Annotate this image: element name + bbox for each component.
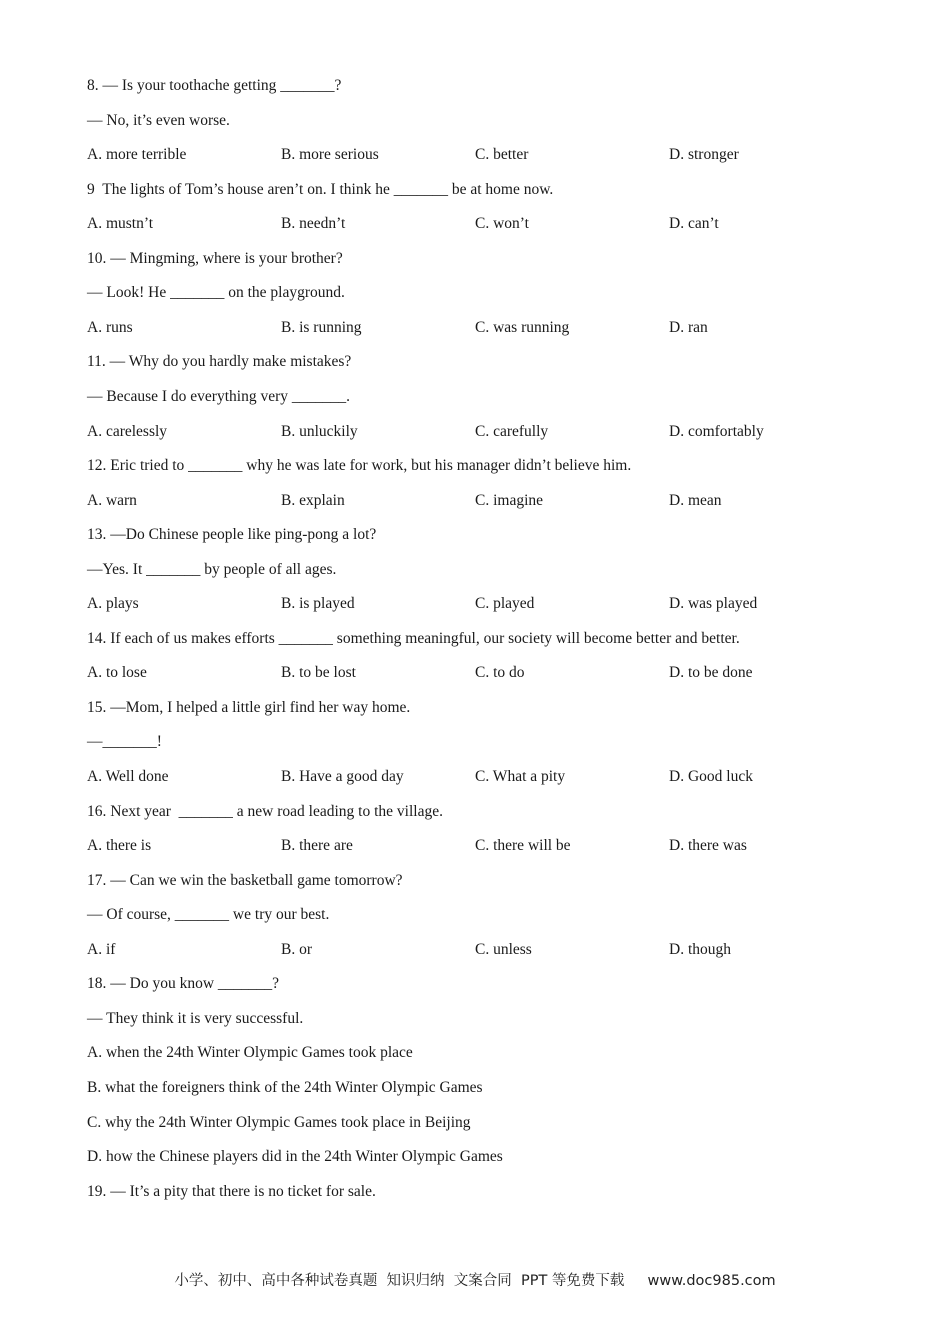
option-b: B. there are	[281, 837, 353, 854]
option-d: D. was played	[669, 595, 758, 612]
option-a: A. warn	[87, 492, 137, 509]
option-c: C. better	[475, 146, 529, 163]
option-a: A. there is	[87, 837, 152, 854]
option-b: B. explain	[281, 492, 345, 509]
question-11-reply: — Because I do everything very _______.	[87, 388, 351, 405]
question-8-reply: — No, it’s even worse.	[87, 112, 230, 129]
option-a: A. more terrible	[87, 146, 187, 163]
option-d: D. mean	[669, 492, 722, 509]
option-a: A. carelessly	[87, 423, 168, 440]
question-17-reply: — Of course, _______ we try our best.	[87, 906, 330, 923]
option-c: C. there will be	[475, 837, 571, 854]
question-18-option-b: B. what the foreigners think of the 24th Winter Olympic Games	[87, 1079, 483, 1096]
option-b: B. unluckily	[281, 423, 358, 440]
question-19-text: 19. — It’s a pity that there is no ticket for sale.	[87, 1183, 376, 1200]
option-a: A. runs	[87, 319, 133, 336]
question-10-text: 10. — Mingming, where is your brother?	[87, 250, 343, 267]
question-9-text: 9 The lights of Tom’s house aren’t on. I think he _______ be at home now.	[87, 181, 554, 198]
page-footer	[0, 1269, 950, 1290]
option-c: C. won’t	[475, 215, 529, 232]
option-b: B. is running	[281, 319, 362, 336]
option-c: C. What a pity	[475, 768, 566, 785]
option-b: B. Have a good day	[281, 768, 404, 785]
option-d: D. stronger	[669, 146, 739, 163]
option-b: B. or	[281, 941, 312, 958]
question-17-text: 17. — Can we win the basketball game tomorrow?	[87, 872, 403, 889]
question-12-text: 12. Eric tried to _______ why he was late for work, but his manager didn’t believe him.	[87, 457, 632, 474]
question-18-option-c: C. why the 24th Winter Olympic Games took place in Beijing	[87, 1114, 471, 1131]
question-18-text: 18. — Do you know _______?	[87, 975, 280, 992]
question-16-text: 16. Next year _______ a new road leading to the village.	[87, 803, 443, 820]
option-c: C. was running	[475, 319, 570, 336]
footer-text: 小学、初中、高中各种试卷真题 知识归纳 文案合同 PPT 等免费下载	[174, 1273, 625, 1289]
option-c: C. carefully	[475, 423, 549, 440]
option-d: D. comfortably	[669, 423, 764, 440]
option-b: B. is played	[281, 595, 355, 612]
option-b: B. to be lost	[281, 664, 356, 681]
option-d: D. though	[669, 941, 731, 958]
question-8-text: 8. — Is your toothache getting _______?	[87, 77, 342, 94]
question-11-text: 11. — Why do you hardly make mistakes?	[87, 353, 352, 370]
option-c: C. unless	[475, 941, 532, 958]
option-d: D. ran	[669, 319, 708, 336]
option-b: B. more serious	[281, 146, 379, 163]
question-18-option-a: A. when the 24th Winter Olympic Games took place	[87, 1044, 413, 1061]
question-18-reply: — They think it is very successful.	[87, 1010, 304, 1027]
option-c: C. imagine	[475, 492, 544, 509]
option-a: A. Well done	[87, 768, 169, 785]
question-13-text: 13. —Do Chinese people like ping-pong a lot?	[87, 526, 377, 543]
question-18-option-d: D. how the Chinese players did in the 24th Winter Olympic Games	[87, 1148, 503, 1165]
option-b: B. needn’t	[281, 215, 346, 232]
question-14-text: 14. If each of us makes efforts _______ something meaningful, our society will become better and better.	[87, 630, 740, 647]
option-d: D. to be done	[669, 664, 753, 681]
question-10-reply: — Look! He _______ on the playground.	[87, 284, 345, 301]
option-a: A. to lose	[87, 664, 147, 681]
option-d: D. there was	[669, 837, 747, 854]
option-a: A. if	[87, 941, 116, 958]
option-d: D. can’t	[669, 215, 719, 232]
option-c: C. to do	[475, 664, 525, 681]
footer-url[interactable]: www.doc985.com	[647, 1273, 776, 1289]
question-15-text: 15. —Mom, I helped a little girl find her way home.	[87, 699, 411, 716]
option-d: D. Good luck	[669, 768, 753, 785]
option-c: C. played	[475, 595, 535, 612]
option-a: A. plays	[87, 595, 139, 612]
option-a: A. mustn’t	[87, 215, 154, 232]
question-15-reply: —_______!	[87, 733, 162, 750]
question-13-reply: —Yes. It _______ by people of all ages.	[87, 561, 337, 578]
